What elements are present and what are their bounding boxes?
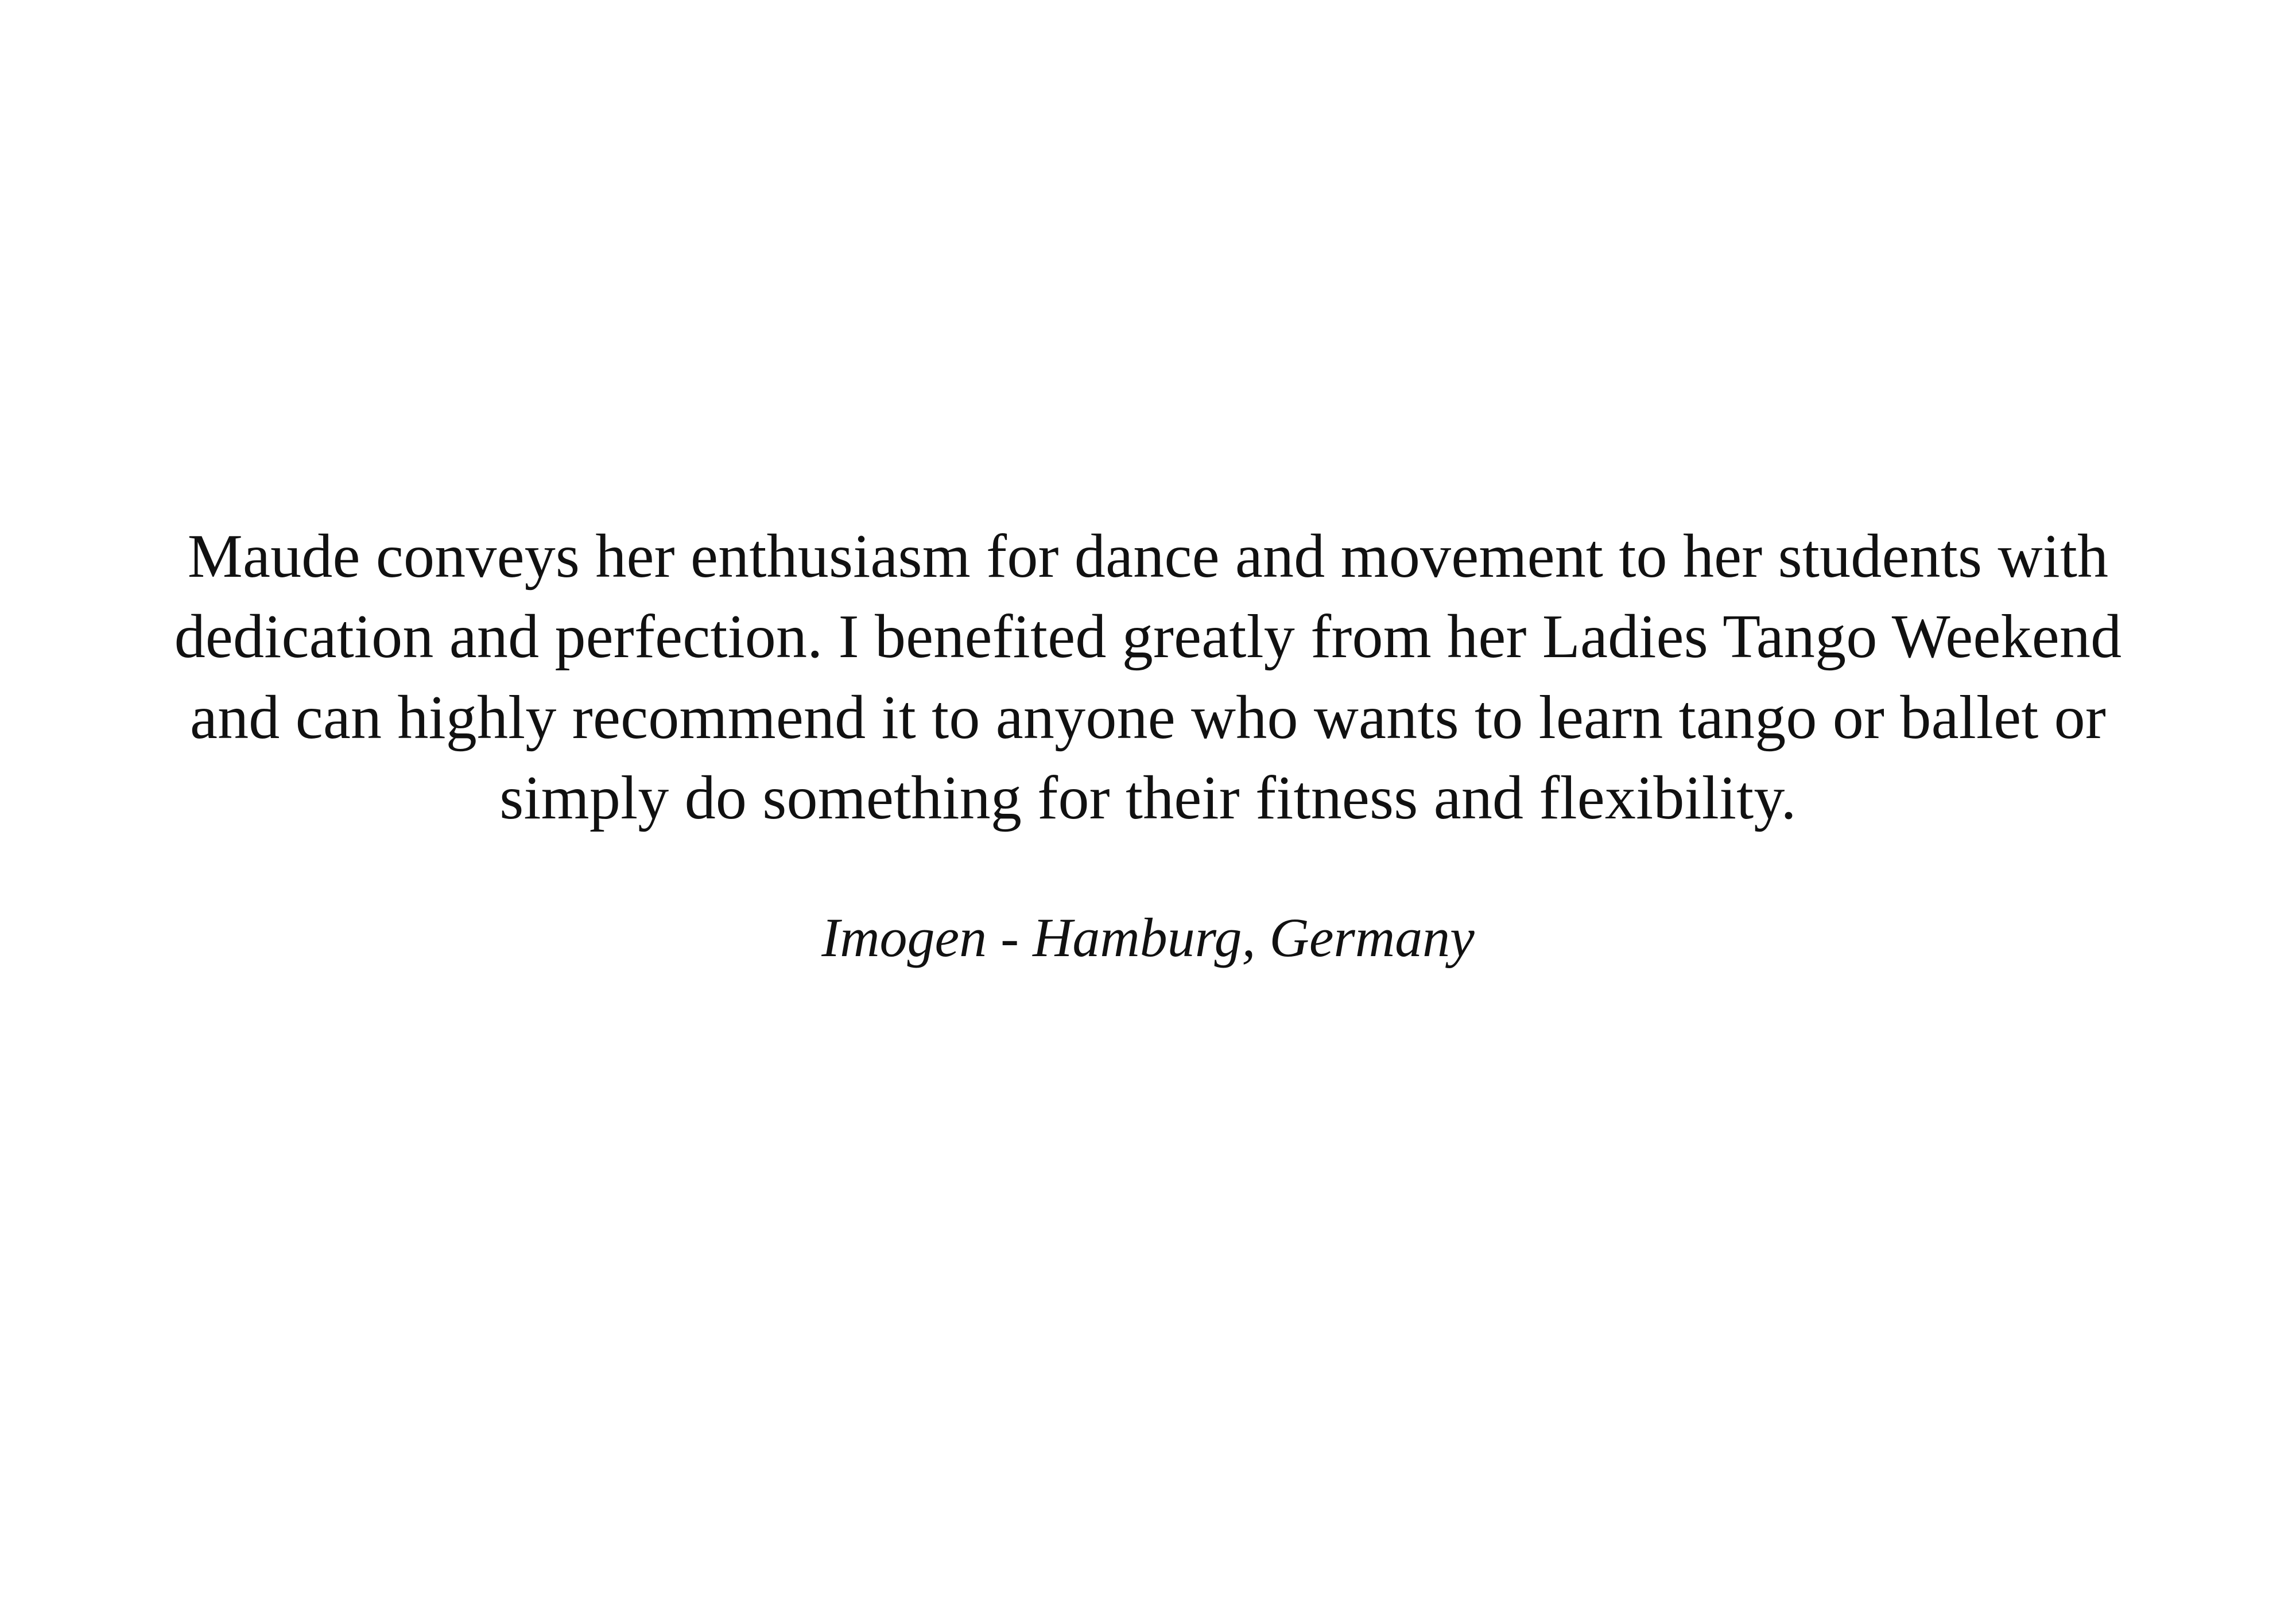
testimonial-quote: Maude conveys her enthusiasm for dance and movement to her students with dedication and perfection. I benefited greatly from her Ladies Tango Weekend and can highly recommend it to anyone who wants to learn tango or ballet or simply do something for their fitness and flexibility. — [174, 522, 2122, 833]
testimonial-block — [161, 517, 2135, 972]
testimonial-attribution: Imogen - Hamburg, Germany — [821, 906, 1475, 968]
